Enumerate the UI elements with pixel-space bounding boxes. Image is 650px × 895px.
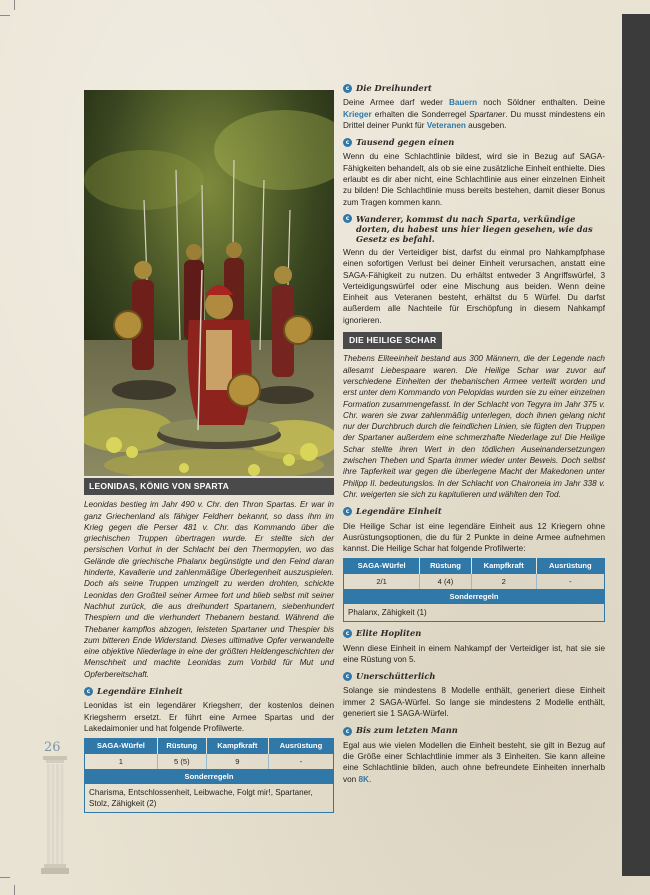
- unerschuetterlich-text: Solange sie mindestens 8 Modelle enthält, generiert diese Einheit immer 2 SAGA-Würfel. So lange sie mindestens 2 Modelle enthält, generiert sie 1 SAGA-Würfel.: [343, 686, 605, 719]
- section-title: Unerschütterlich: [356, 671, 436, 682]
- table-cell: 2/1: [344, 574, 420, 589]
- heilige-legendary-text: Die Heilige Schar ist eine legendäre Einheit aus 12 Kriegern ohne Ausrüstungsoptionen, die du für 2 Punkte in deine Armee aufnehmen kannst. Die Heilige Schar hat folgende Profilwerte:: [343, 521, 605, 554]
- table-cell: -: [299, 756, 303, 766]
- table-cell: 1: [85, 754, 157, 769]
- crop-mark: [0, 15, 10, 16]
- leonidas-heading: LEONIDAS, KÖNIG VON SPARTA: [84, 478, 334, 495]
- letzter-mann-text: Egal aus wie vielen Modellen die Einheit besteht, sie gilt in Bezug auf die Größe einer Schlachtlinie immer als 3 Einheiten. Sie kann alleine eine Schlachtlinie bilden, auch ohne befreundete Einheiten innerhalb von 8K.: [343, 740, 605, 784]
- keyword-bauern: Bauern: [448, 98, 478, 108]
- section-title: Tausend gegen einen: [356, 137, 455, 148]
- blue-circle-c-icon: c: [343, 727, 352, 736]
- table-header: Kampfkraft: [206, 738, 268, 753]
- special-rules-text: Phalanx, Zähigkeit (1): [344, 604, 604, 622]
- leonidas-intro: Leonidas bestieg im Jahr 490 v. Chr. den Thron Spartas. Er war in ganz Griechenland als fähiger Feldherr bekannt, so dass ihm im Krieg gegen die Perser 481 v. Chr. das Kommando über die griechischen Truppen übertragen wurde. Er stellte sich der persischen Vorhut in der Schlacht bei den Thermopylen, wo das Gelände die griechische Phalanx begünstigte und den Feind daran hinderte, Kavallerie und zahlenmäßige Überlegenheit auszuspielen. Doch als seine Truppen umzingelt zu werden drohten, schickte Leonidas den Großteil seiner Armee fort und blieb selbst mit seiner Nachhut zurück, die aus dreihundert Spartanern, siebenhundert Thespiern und die vierhundert Thebanern bestand. Während die Thebaner kampflos abzogen, leisteten Spartaner und Thespier bis zum bitteren Ende Widerstand. Dieses ultimative Opfer verwandelte eine objektive Niederlage in eine der größten Heldengeschichten der Menschheit und machte Leonidas zum Vorbild für Mut und Opferbereitschaft.: [84, 500, 334, 679]
- section-heading: [84, 686, 334, 697]
- section-title: Die Dreihundert: [356, 83, 432, 93]
- section-heading: [343, 725, 605, 736]
- elite-text: Wenn diese Einheit in einem Nahkampf der Verteidiger ist, hat sie sie eine Rüstung von 5.: [343, 643, 605, 664]
- crop-mark: [14, 0, 15, 10]
- table-header: Kampfkraft: [471, 558, 536, 573]
- table-header: SAGA-Würfel: [85, 738, 157, 753]
- section-heading: [343, 671, 605, 682]
- blue-circle-c-icon: c: [343, 507, 352, 516]
- wanderer-text: Wenn du der Verteidiger bist, darfst du einmal pro Nahkampfphase einen sofortigen Verlust bei deiner Einheit verursachen, anstatt eine SAGA-Fähigkeit zu nutzen. Du erhältst entweder 3 Angriffswürfel, 3 Verteidigungswürfel oder eine Mischung aus beiden. Wenn deine Einheit aus Veteranen besteht, erhältst du 5 Würfel. Du darfst außerdem alle Nachteile für Erschöpfung in diesem Nahkampf ignorieren.: [343, 247, 605, 325]
- tausend-text: Wenn du eine Schlachtlinie bildest, wird sie in Bezug auf SAGA-Fähigkeiten behandelt, als ob sie eine zusätzliche Einheit enthielte. Dies erlaubt es dir aber nicht, eine Schlachtlinie aus einer einzelnen Einheit zu bilden! Die Schlachtlinie muss bereits bestehen, damit dieser Bonus zum Tragen kommen kann.: [343, 152, 605, 207]
- section-title: Legendäre Einheit: [97, 686, 183, 697]
- section-heading: [343, 83, 605, 94]
- keyword-veteranen: Veteranen: [426, 120, 466, 130]
- table-cell: 4 (4): [420, 574, 472, 589]
- distance-badge: 8K: [358, 774, 369, 784]
- crop-mark: [0, 877, 10, 878]
- blue-circle-c-icon: c: [343, 672, 352, 681]
- table-cell: 9: [206, 754, 268, 769]
- special-rules-header: Sonderregeln: [344, 589, 604, 604]
- crop-mark: [14, 885, 15, 895]
- table-header: Rüstung: [157, 738, 206, 753]
- rules-column: [343, 83, 605, 785]
- dreihundert-text: Deine Armee darf weder Bauern noch Söldner enthalten. Deine Krieger erhalten die Sonderregel Spartaner. Du musst mindestens ein Drittel deiner Punkt für Veteranen ausgeben.: [343, 98, 605, 130]
- special-rules-header: Sonderregeln: [85, 769, 333, 784]
- table-cell: -: [569, 576, 572, 586]
- blue-circle-c-icon: c: [343, 84, 352, 93]
- table-header: Rüstung: [420, 558, 472, 573]
- section-title: Legendäre Einheit: [356, 506, 442, 517]
- blue-circle-c-icon: c: [343, 214, 352, 223]
- leonidas-legendary-text: Leonidas ist ein legendärer Kriegsherr, der kostenlos deinen Kriegsherrn ersetzt. Er führt eine Armee Spartas und der Lakedaimonier und hat folgende Profilwerte.: [84, 701, 334, 733]
- blue-circle-c-icon: c: [84, 687, 93, 696]
- heilige-schar-intro: Thebens Eliteeinheit bestand aus 300 Männern, die der Legende nach allesamt Liebespaare waren. Die Heilige Schar war zuvor auf verschiedene Einheiten der thebanischen Armee verteilt worden und erst unter dem Kommando von Pelopidas wurden sie zu einer einzelnen Formation zusammengefasst. In der Schlacht von Tegyra im Jahr 375 v. Chr. waren sie zwar zahlenmäßig unterlegen, doch ihnen gelang nicht nur der Durchbruch durch die feindlichen Linien, sie fügten den Truppen der Spartaner außerdem eine schmerzhafte Niederlage zu! Die Heilige Schar stellte ihren Wert in den tödlichen Auseinandersetzungen zwischen Theben und Sparta immer wieder unter Beweis. Doch selbst ihre Tapferkeit war gegen die überlegene Macht der Makedonen unter Philipp II. bedeutungslos. In der Schlacht von Chaironeia im Jahr 338 v. Chr. weigerten sie sich zu kapitulieren und wählten den Tod.: [343, 354, 605, 499]
- section-heading: [343, 628, 605, 639]
- heilige-schar-section: [343, 332, 605, 500]
- table-cell: 2: [471, 574, 536, 589]
- table-header: Ausrüstung: [536, 558, 604, 573]
- heilige-stats-table: [343, 558, 605, 622]
- blue-circle-c-icon: c: [343, 138, 352, 147]
- greek-column-icon: [40, 756, 70, 876]
- section-title: Wanderer, kommst du nach Sparta, verkündige dorten, du habest uns hier liegen gesehen, wie das Gesetz es befahl.: [356, 213, 593, 244]
- keyword-krieger: Krieger: [343, 109, 372, 119]
- special-rules-text: Charisma, Entschlossenheit, Leibwache, Folgt mir!, Spartaner, Stolz, Zähigkeit (2): [85, 784, 333, 813]
- section-heading: [343, 506, 605, 517]
- table-header: SAGA-Würfel: [344, 558, 420, 573]
- heilige-schar-heading: DIE HEILIGE SCHAR: [343, 332, 442, 349]
- blue-circle-c-icon: c: [343, 629, 352, 638]
- section-title: Bis zum letzten Mann: [356, 725, 458, 736]
- section-title: Elite Hopliten: [356, 628, 422, 639]
- table-cell: 5 (5): [157, 754, 206, 769]
- leonidas-section: [84, 478, 334, 813]
- keyword-spartaner: Spartaner: [469, 109, 506, 119]
- page-edge-band: [622, 14, 650, 876]
- section-heading: [343, 214, 605, 244]
- leonidas-stats-table: [84, 738, 334, 813]
- page-number: 26: [44, 740, 61, 755]
- table-header: Ausrüstung: [268, 738, 333, 753]
- spartan-miniatures-photo: [84, 90, 334, 476]
- section-heading: [343, 137, 605, 148]
